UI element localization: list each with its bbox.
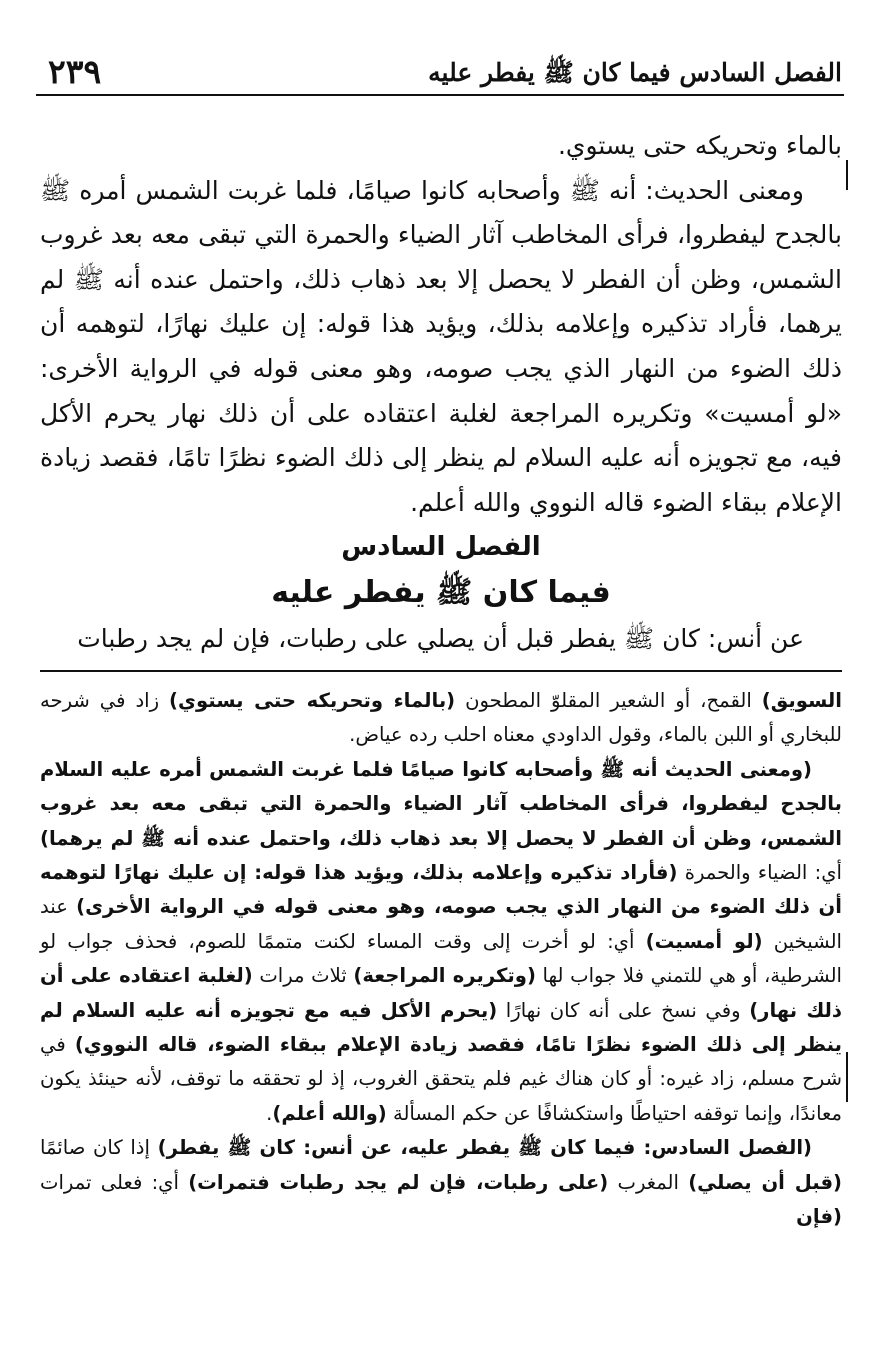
commentary-segment: إذا كان صائمًا	[40, 1136, 158, 1160]
commentary-segment: .	[266, 1101, 273, 1125]
main-paragraph-3: عن أنس: كان ﷺ يفطر قبل أن يصلي على رطبات، فإن لم يجد رطبات	[77, 624, 804, 654]
section-label: الفصل السادس	[341, 532, 541, 563]
bold-quote-segment: (يحرم الأكل فيه مع تجويزه أنه عليه السلام لم ينظر إلى ذلك الضوء نظرًا تامًا، فقصد زيادة الإعلام ببقاء الضوء، قاله النووي)	[40, 998, 842, 1057]
bold-quote-segment: (لغلبة اعتقاده على أن ذلك نهار)	[40, 964, 842, 1022]
main-paragraph-1: بالماء وتحريكه حتى يستوي.	[557, 131, 842, 160]
header-rule	[36, 94, 844, 96]
section-title: فيما كان ﷺ يفطر عليه	[271, 575, 611, 611]
bold-quote-segment: (فإن	[796, 1205, 842, 1229]
footnote-rule	[40, 670, 842, 672]
bold-quote-segment: (بالماء وتحريكه حتى يستوي)	[169, 689, 456, 712]
commentary-segment: أي: لو أخرت إلى وقت المساء لكنت متممًا للصوم، فحذف جواب لو الشرطية، أو هي للتمني فلا جواب لها	[40, 929, 842, 988]
bold-quote-segment: (لو أمسيت)	[645, 929, 763, 953]
page-header	[40, 38, 842, 91]
commentary-segment: أي: فعلى تمرات	[40, 1170, 189, 1194]
bold-quote-segment: (والله أعلم)	[272, 1101, 387, 1125]
commentary-paragraph-1	[40, 684, 842, 753]
commentary-segment: المغرب	[608, 1170, 689, 1194]
bold-quote-segment: (قبل أن يصلي)	[688, 1170, 842, 1194]
bold-quote-segment: (على رطبات، فإن لم يجد رطبات فتمرات)	[188, 1170, 609, 1194]
commentary-segment: في شرح مسلم، زاد غيره: أو كان هناك غيم فلم يتحقق الغروب، إذ لو تحققه ما توقف، لأنه حينئذ يكون معاندًا، وإنما توقفه احتياطًا واستكشافًا عن حكم المسألة	[40, 1033, 842, 1125]
commentary-segment: زاد في شرحه للبخاري أو اللبن بالماء، وقول الداودي معناه احلب رده عياض.	[40, 689, 842, 747]
bold-quote-segment: (الفصل السادس: فيما كان ﷺ يفطر عليه، عن أنس: كان ﷺ يفطر)	[157, 1136, 813, 1160]
bold-quote-segment: (فأراد تذكيره وإعلامه بذلك، ويؤيد هذا قوله: إن عليك نهارًا لتوهمه أن ذلك الضوء من النهار الذي يجب صومه، وهو معنى قوله في الرواية الأخرى)	[40, 861, 842, 919]
bold-quote-segment: (وتكريره المراجعة)	[353, 964, 536, 988]
commentary-paragraph-2	[40, 753, 842, 1131]
running-title: الفصل السادس فيما كان ﷺ يفطر عليه	[428, 58, 842, 87]
margin-bar	[846, 160, 848, 190]
commentary-segment: أي: الضياء والحمرة	[677, 861, 842, 885]
commentary-segment: عند الشيخين	[40, 895, 843, 953]
bold-quote-segment: السويق)	[761, 689, 843, 712]
main-text	[40, 124, 842, 662]
commentary-segment: ثلاث مرات	[252, 964, 354, 988]
main-paragraph-2: ومعنى الحديث: أنه ﷺ وأصحابه كانوا صيامًا، فلما غربت الشمس أمره ﷺ بالجدح ليفطروا، فرأى المخاطب آثار الضياء والحمرة التي تبقى معه بعد غروب الشمس، وظن أن الفطر لا يحصل إلا بعد ذهاب ذلك، واحتمل عنده أنه ﷺ لم يرهما، فأراد تذكيره وإعلامه بذلك، ويؤيد هذا قوله: إن عليك نهارًا، لتوهمه أن ذلك الضوء من النهار الذي يجب صومه، وهو معنى قوله في الرواية الأخرى: «لو أمسيت» وتكريره المراجعة لغلبة اعتقاده على أن ذلك نهار يحرم الأكل فيه، مع تجويزه أنه عليه السلام لم ينظر إلى ذلك الضوء نظرًا تامًا، فقصد زيادة الإعلام ببقاء الضوء قاله النووي والله أعلم.	[40, 175, 842, 517]
commentary-paragraph-3	[40, 1131, 842, 1234]
bold-quote-segment: (ومعنى الحديث أنه ﷺ وأصحابه كانوا صيامًا فلما غربت الشمس أمره عليه السلام بالجدح ليفطروا، فرأى المخاطب آثار الضياء والحمرة التي تبقى معه بعد غروب الشمس، وظن أن الفطر لا يحصل إلا بعد ذهاب ذلك، واحتمل عنده أنه ﷺ لم يرهما)	[40, 757, 842, 850]
commentary-segment: وفي نسخ على أنه كان نهارًا	[497, 998, 750, 1022]
page-number: ٢٣٩	[48, 52, 102, 91]
commentary	[40, 684, 842, 1235]
commentary-segment: القمح، أو الشعير المقلوّ المطحون	[455, 689, 762, 712]
margin-bar	[846, 1052, 848, 1102]
